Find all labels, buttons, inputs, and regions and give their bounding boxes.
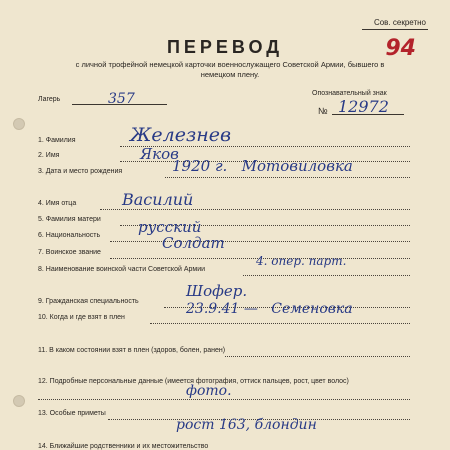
field-line-birth [165, 177, 410, 178]
field-value-surname: Железнев [130, 124, 232, 146]
tag-label: Опознавательный знак [312, 90, 387, 97]
field-label-condition: 11. В каком состоянии взят в плен (здоров, болен, ранен) [38, 347, 226, 354]
field-label-rank: 7. Воинское звание [38, 249, 101, 256]
page-number: 94 [385, 36, 416, 61]
field-label-birth: 3. Дата и место рождения [38, 168, 123, 175]
field-line-condition [225, 356, 410, 357]
field-label-marks: 13. Особые приметы [38, 410, 106, 417]
field-value-marks: рост 163, блондин [176, 417, 317, 433]
field-line-captured [150, 323, 410, 324]
field-value-unit: 4. опер. парт. [256, 254, 347, 268]
binder-hole-top [13, 118, 25, 130]
field-label-surname: 1. Фамилия [38, 137, 76, 144]
field-line-unit [243, 275, 410, 276]
field-value-nationality: русский [138, 218, 202, 236]
field-value-birth: 1920 г. Мотовиловка [172, 157, 353, 175]
camp-value: 357 [108, 91, 135, 107]
tag-number-sign: № [318, 106, 328, 116]
field-label-mother: 5. Фамилия матери [38, 216, 101, 223]
field-label-unit: 8. Наименование воинской части Советской Армии [38, 266, 206, 273]
field-value-captured: 23.9.41 — Семеновка [186, 301, 353, 317]
field-label-father: 4. Имя отца [38, 200, 77, 207]
camp-label: Лагерь [38, 96, 61, 103]
field-value-rank: Солдат [162, 234, 225, 252]
field-label-relatives: 14. Ближайшие родственники и их местожительство [38, 443, 209, 450]
field-label-nationality: 6. Национальность [38, 232, 101, 239]
field-value-personal: фото. [186, 383, 232, 399]
field-line-father [100, 209, 410, 210]
field-label-occupation: 9. Гражданская специальность [38, 298, 139, 305]
field-label-captured: 10. Когда и где взят в плен [38, 314, 125, 321]
secret-underline [362, 29, 428, 30]
binder-hole-bottom [13, 395, 25, 407]
field-line-personal [38, 399, 410, 400]
field-value-father: Василий [122, 190, 194, 209]
page-title: ПЕРЕВОД [166, 37, 284, 57]
field-value-name: Яков [140, 145, 179, 163]
page-subtitle: с личной трофейной немецкой карточки военнослужащего Советской Армии, бывшего в немецком плену. [75, 60, 385, 79]
secret-stamp: Сов. секретно [373, 18, 426, 27]
field-line-nationality [110, 241, 410, 242]
field-label-personal: 12. Подробные персональные данные (имеется фотография, оттиск пальцев, рост, цвет волос) [38, 378, 349, 385]
field-value-occupation: Шофер. [186, 282, 248, 300]
tag-value: 12972 [338, 97, 389, 116]
field-label-name: 2. Имя [38, 152, 60, 159]
